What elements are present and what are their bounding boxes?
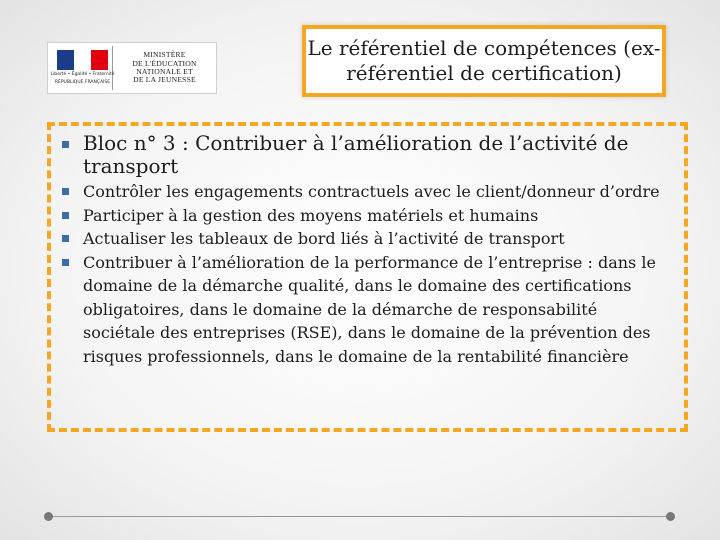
logo-line: DE L'ÉDUCATION <box>132 58 197 68</box>
title-line-1: Le référentiel de compétences (ex- <box>307 36 661 60</box>
logo-republic: RÉPUBLIQUE FRANÇAISE <box>54 80 111 85</box>
square-bullet-icon <box>62 212 69 219</box>
logo-ministry-text <box>113 51 216 84</box>
slide-title-box <box>302 25 666 97</box>
marianne-flag <box>50 46 115 90</box>
title-line-2: référentiel de certification) <box>346 61 622 85</box>
footer-divider-line <box>48 516 672 517</box>
square-bullet-icon <box>62 188 69 195</box>
logo-line: NATIONALE ET <box>136 67 193 76</box>
list-item-text: Contribuer à l’amélioration de la performance de l’entreprise : dans le domaine de la démarche qualité, dans le domaine des certifications obligatoires, dans le domaine de la démarche de responsabilité sociétale des entreprises (RSE), dans le domaine de la prévention des risques professionnels, dans le domaine de la rentabilité financière <box>83 252 656 366</box>
list-item <box>56 227 674 251</box>
list-item-main <box>56 132 674 178</box>
list-item <box>56 204 674 228</box>
list-item-text: Contrôler les engagements contractuels avec le client/donneur d’ordre <box>83 182 660 201</box>
slide-title <box>308 36 661 86</box>
list-item-text: Bloc n° 3 : Contribuer à l’amélioration de l’activité de transport <box>83 131 629 178</box>
logo-motto: Liberté • Égalité • Fraternité <box>50 72 115 77</box>
logo-line: MINISTÈRE <box>143 50 186 60</box>
square-bullet-icon <box>62 259 69 266</box>
logo-line: DE LA JEUNESSE <box>133 75 196 85</box>
footer-dot-left-icon <box>44 512 53 521</box>
list-item-text: Actualiser les tableaux de bord liés à l’activité de transport <box>83 229 565 248</box>
square-bullet-icon <box>62 141 69 148</box>
ministry-logo <box>47 42 217 94</box>
bullet-list <box>56 132 674 368</box>
list-item <box>56 180 674 204</box>
footer-dot-right-icon <box>666 512 675 521</box>
list-item-text: Participer à la gestion des moyens matériels et humains <box>83 205 539 225</box>
square-bullet-icon <box>62 235 69 242</box>
list-item <box>56 251 674 369</box>
tricolor-flag-icon <box>57 50 109 70</box>
content-box <box>47 122 688 432</box>
